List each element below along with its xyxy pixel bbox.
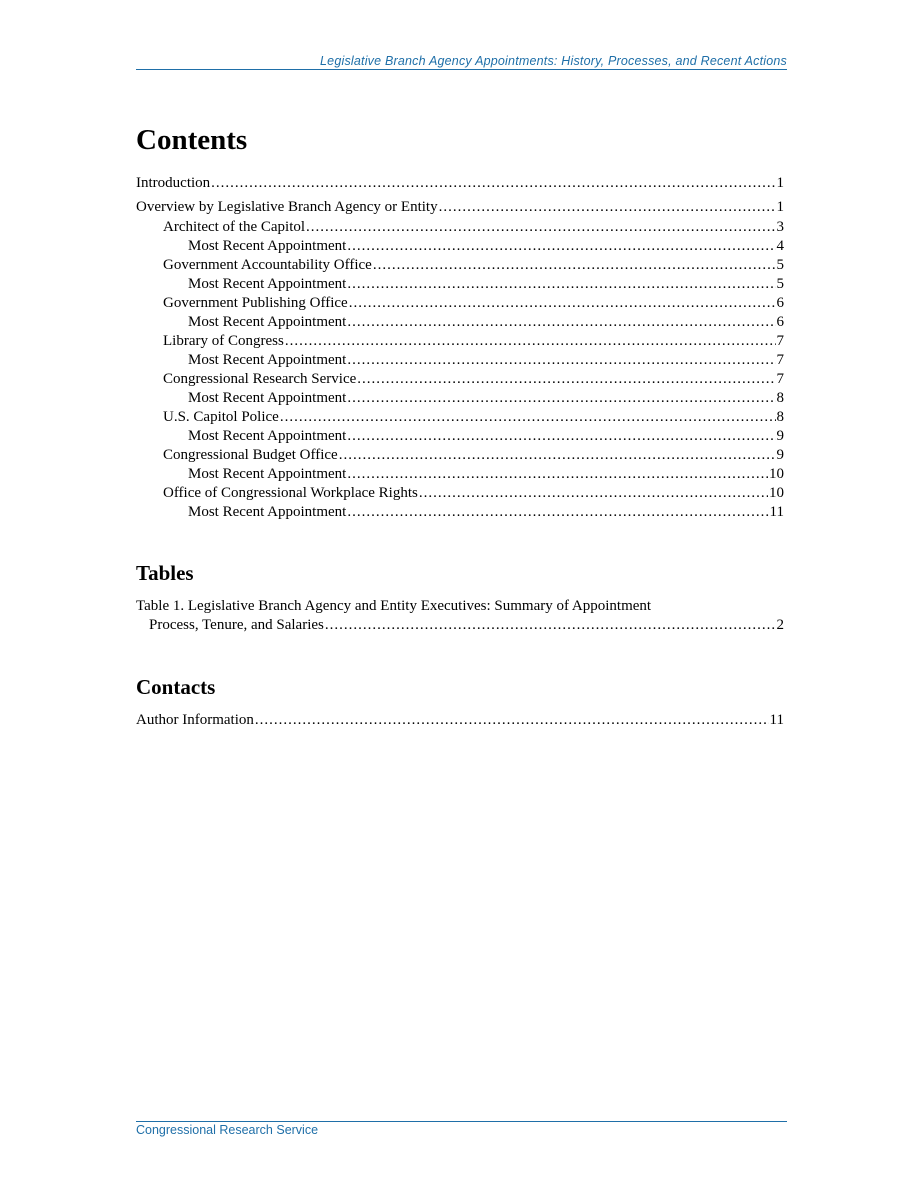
toc-entry[interactable]	[163, 256, 784, 275]
table-entry-page: 2	[776, 617, 784, 633]
toc-leader-dots	[347, 427, 775, 446]
toc-leader-dots	[349, 294, 776, 313]
toc-leader-dots	[325, 616, 776, 635]
toc-leader-dots	[419, 484, 768, 503]
toc-leader-dots	[211, 174, 775, 193]
toc-entry-label: Introduction	[136, 175, 211, 191]
footer-text: Congressional Research Service	[136, 1123, 319, 1137]
contacts-heading: Contacts	[136, 675, 216, 699]
toc-entry-page: 9	[776, 447, 784, 463]
toc-entry-label: Most Recent Appointment	[188, 504, 347, 520]
toc-entry[interactable]	[163, 484, 784, 503]
running-header: Legislative Branch Agency Appointments: History, Processes, and Recent Actions	[320, 54, 787, 68]
toc-entry[interactable]	[163, 370, 784, 389]
toc-entry-page: 7	[776, 333, 784, 349]
toc-entry-label: Most Recent Appointment	[188, 238, 347, 254]
toc-entry-page: 10	[769, 466, 784, 482]
toc-leader-dots	[347, 275, 775, 294]
toc-leader-dots	[280, 408, 776, 427]
toc-entry-page: 5	[776, 276, 784, 292]
toc-entry-page: 1	[776, 175, 784, 191]
toc-leader-dots	[347, 465, 768, 484]
toc-leader-dots	[347, 351, 775, 370]
toc-entry-page: 6	[776, 314, 784, 330]
footer-rule	[136, 1121, 787, 1122]
toc-leader-dots	[347, 389, 775, 408]
toc-entry[interactable]	[136, 174, 784, 193]
toc-entry[interactable]	[188, 465, 784, 484]
toc-leader-dots	[439, 198, 776, 217]
toc-entry-label: Architect of the Capitol	[163, 219, 306, 235]
toc-entry-label: Government Publishing Office	[163, 295, 348, 311]
toc-entry[interactable]	[163, 408, 784, 427]
toc-entry-page: 1	[776, 199, 784, 215]
contact-entry-page: 11	[769, 712, 784, 728]
toc-entry-label: Most Recent Appointment	[188, 314, 347, 330]
toc-entry-page: 8	[776, 390, 784, 406]
toc-entry[interactable]	[188, 389, 784, 408]
toc-entry[interactable]	[188, 503, 784, 522]
tables-heading: Tables	[136, 561, 194, 585]
toc-entry-page: 9	[776, 428, 784, 444]
toc-entry-page: 3	[776, 219, 784, 235]
table-entry-label-line2: Process, Tenure, and Salaries	[149, 617, 324, 633]
header-rule	[136, 69, 787, 70]
toc-leader-dots	[373, 256, 776, 275]
toc-entry[interactable]	[188, 313, 784, 332]
contents-heading: Contents	[136, 124, 248, 156]
toc-entry[interactable]	[163, 218, 784, 237]
toc-entry[interactable]	[163, 332, 784, 351]
tables-list	[136, 597, 784, 639]
toc-entry[interactable]	[163, 446, 784, 465]
toc-entry-label: Most Recent Appointment	[188, 352, 347, 368]
toc-leader-dots	[357, 370, 775, 389]
table-entry[interactable]	[149, 616, 784, 635]
toc-entry-page: 6	[776, 295, 784, 311]
toc-leader-dots	[347, 313, 775, 332]
toc-leader-dots	[255, 711, 769, 730]
toc-entry-page: 10	[769, 485, 784, 501]
toc-entry-label: Overview by Legislative Branch Agency or Entity	[136, 199, 438, 215]
contact-entry[interactable]	[136, 711, 784, 730]
toc-entry-label: Most Recent Appointment	[188, 390, 347, 406]
toc-entry-page: 7	[776, 371, 784, 387]
contact-entry-label: Author Information	[136, 712, 254, 728]
toc-leader-dots	[339, 446, 776, 465]
toc-entry[interactable]	[163, 294, 784, 313]
contents-list	[136, 174, 784, 524]
toc-entry-page: 7	[776, 352, 784, 368]
toc-entry-label: Office of Congressional Workplace Rights	[163, 485, 418, 501]
toc-entry-label: Most Recent Appointment	[188, 276, 347, 292]
toc-entry-label: U.S. Capitol Police	[163, 409, 279, 425]
toc-leader-dots	[306, 218, 775, 237]
toc-entry-label: Most Recent Appointment	[188, 428, 347, 444]
toc-entry[interactable]	[188, 237, 784, 256]
toc-entry[interactable]	[188, 275, 784, 294]
toc-entry-label: Government Accountability Office	[163, 257, 372, 273]
toc-entry-page: 5	[776, 257, 784, 273]
toc-entry[interactable]	[136, 198, 784, 217]
toc-leader-dots	[285, 332, 776, 351]
toc-leader-dots	[347, 237, 775, 256]
toc-entry-page: 8	[776, 409, 784, 425]
toc-entry-label: Library of Congress	[163, 333, 284, 349]
toc-entry[interactable]	[188, 351, 784, 370]
toc-entry-label: Congressional Research Service	[163, 371, 357, 387]
toc-entry-page: 11	[769, 504, 784, 520]
toc-entry[interactable]	[188, 427, 784, 446]
toc-leader-dots	[347, 503, 768, 522]
table-entry-label-line1[interactable]: Table 1. Legislative Branch Agency and Entity Executives: Summary of Appointment	[136, 598, 652, 614]
toc-entry-label: Congressional Budget Office	[163, 447, 338, 463]
toc-entry-label: Most Recent Appointment	[188, 466, 347, 482]
contacts-list	[136, 711, 784, 731]
toc-entry-page: 4	[776, 238, 784, 254]
